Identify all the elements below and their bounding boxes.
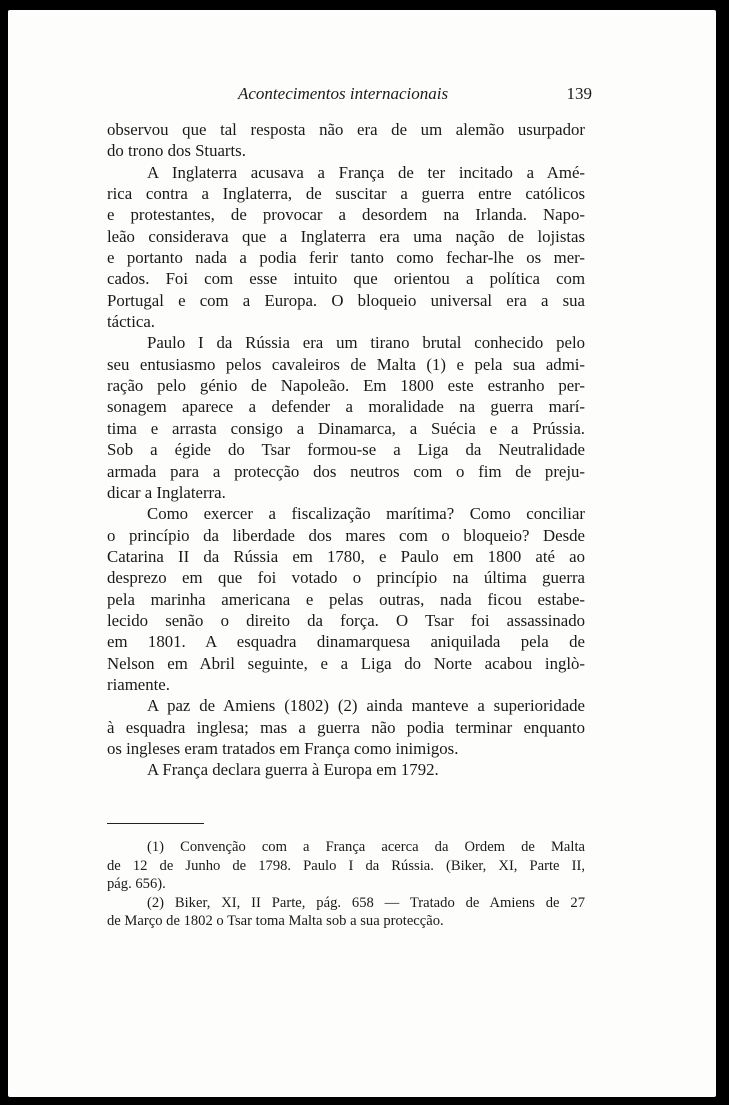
text-line: Nelson em Abril seguinte, e a Liga do Norte acabou inglò-	[107, 653, 585, 673]
paragraph	[107, 503, 585, 695]
text-line: Catarina II da Rússia em 1780, e Paulo em 1800 até ao	[107, 546, 585, 566]
text-line: táctica.	[107, 312, 155, 332]
page-header	[238, 84, 592, 106]
paragraph	[107, 759, 585, 780]
running-title: Acontecimentos internacionais	[238, 84, 449, 103]
footnotes	[107, 838, 585, 931]
page-number: 139	[566, 84, 592, 103]
text-line: e protestantes, de provocar a desordem na Irlanda. Napo-	[107, 205, 585, 225]
text-line: desprezo em que foi votado o princípio na última guerra	[107, 568, 585, 588]
footnote-rule	[107, 823, 204, 824]
text-line: à esquadra inglesa; mas a guerra não podia terminar enquanto	[107, 717, 585, 737]
text-line: A Inglaterra acusava a França de ter incitado a Amé-	[147, 162, 585, 182]
text-line: rica contra a Inglaterra, de suscitar a guerra entre católicos	[107, 184, 585, 204]
footnote-line: pág. 656).	[107, 876, 166, 892]
text-line: Portugal e com a Europa. O bloqueio universal era a sua	[107, 290, 585, 310]
text-line: sonagem aparece a defender a moralidade na guerra marí-	[107, 397, 585, 417]
text-line: do trono dos Stuarts.	[107, 141, 246, 161]
text-line: A França declara guerra à Europa em 1792.	[147, 760, 439, 780]
footnote	[107, 894, 585, 931]
paragraph	[107, 162, 585, 333]
text-line: Sob a égide do Tsar formou-se a Liga da Neutralidade	[107, 440, 585, 460]
paragraph	[107, 119, 585, 162]
text-line: riamente.	[107, 674, 170, 694]
text-line: o princípio da liberdade dos mares com o bloqueio? Desde	[107, 525, 585, 545]
text-line: leão considerava que a Inglaterra era uma nação de lojistas	[107, 226, 585, 246]
text-line: ração pelo génio de Napoleão. Em 1800 este estranho per-	[107, 376, 585, 396]
text-line: seu entusiasmo pelos cavaleiros de Malta (1) e pela sua admi-	[107, 354, 585, 374]
footnote-line: de Março de 1802 o Tsar toma Malta sob a sua protecção.	[107, 913, 444, 929]
footnote	[107, 838, 585, 894]
text-line: Paulo I da Rússia era um tirano brutal conhecido pelo	[147, 333, 585, 353]
footnote-line: (1) Convenção com a França acerca da Ordem de Malta	[147, 839, 585, 855]
text-line: os ingleses eram tratados em França como inimigos.	[107, 738, 459, 758]
footnote-line: de 12 de Junho de 1798. Paulo I da Rússia. (Biker, XI, Parte II,	[107, 857, 585, 874]
body-text	[107, 119, 585, 781]
text-line: pela marinha americana e pelas outras, nada ficou estabe-	[107, 589, 585, 609]
text-line: Como exercer a fiscalização marítima? Como conciliar	[147, 504, 585, 524]
text-line: e portanto nada a podia ferir tanto como fechar-lhe os mer-	[107, 248, 585, 268]
text-line: em 1801. A esquadra dinamarquesa aniquilada pela de	[107, 632, 585, 652]
text-line: tima e arrasta consigo a Dinamarca, a Suécia e a Prússia.	[107, 418, 585, 438]
text-line: A paz de Amiens (1802) (2) ainda manteve a superioridade	[147, 696, 585, 716]
paragraph	[107, 332, 585, 503]
text-line: cados. Foi com esse intuito que orientou a política com	[107, 269, 585, 289]
text-line: dicar a Inglaterra.	[107, 482, 226, 502]
paragraph	[107, 695, 585, 759]
text-line: observou que tal resposta não era de um alemão usurpador	[107, 120, 585, 139]
text-line: lecido senão o direito da força. O Tsar foi assassinado	[107, 610, 585, 630]
text-line: armada para a protecção dos neutros com o fim de preju-	[107, 461, 585, 481]
footnote-line: (2) Biker, XI, II Parte, pág. 658 — Tratado de Amiens de 27	[147, 894, 585, 911]
